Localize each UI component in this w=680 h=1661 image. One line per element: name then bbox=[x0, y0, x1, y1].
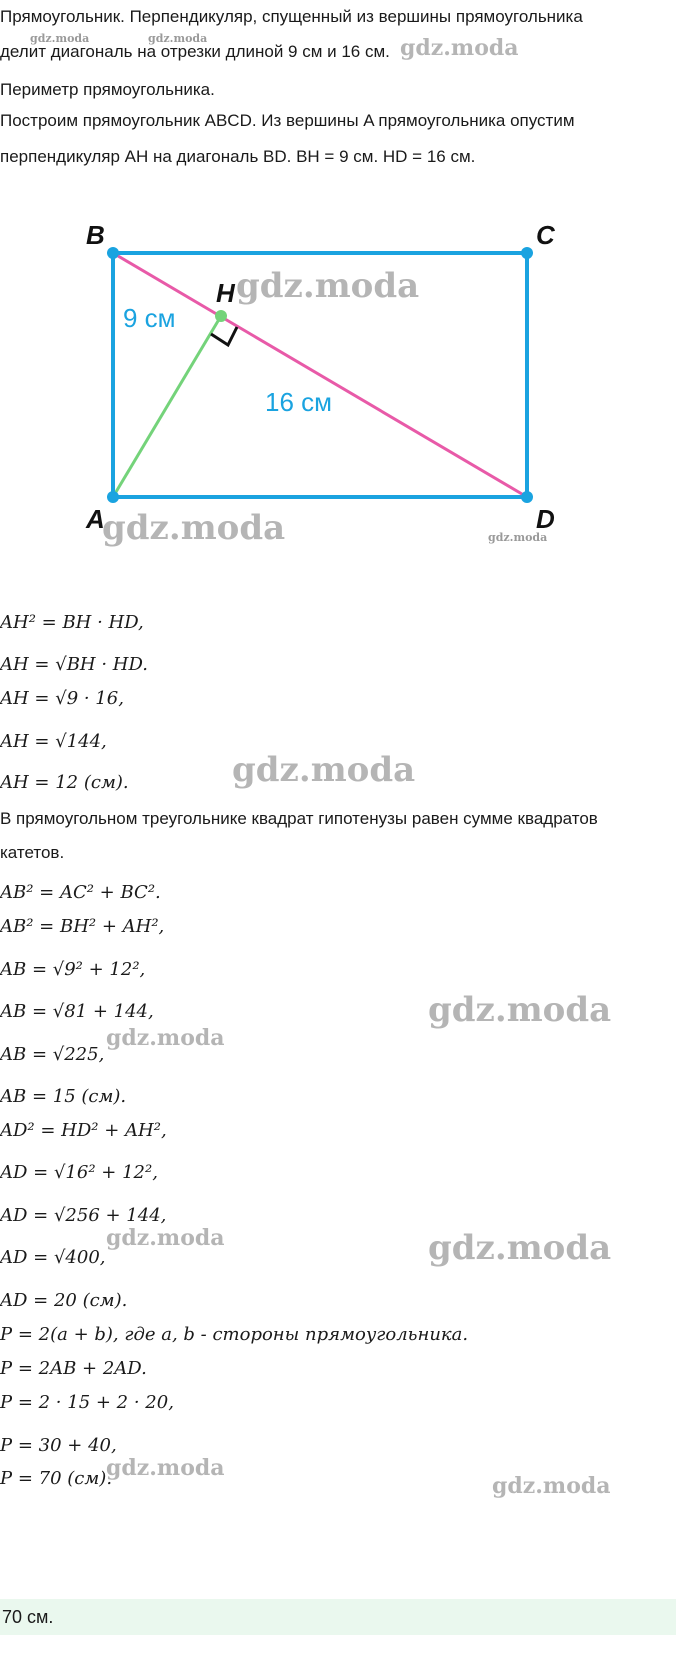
vertex-b-dot bbox=[107, 247, 119, 259]
step-2: AH = √BH · HD. bbox=[0, 654, 148, 675]
watermark: gdz.moda bbox=[492, 1473, 611, 1499]
label-bh-length: 9 см bbox=[123, 303, 176, 333]
problem-question: Периметр прямоугольника. bbox=[0, 80, 215, 99]
step-11: AB = 15 (см). bbox=[0, 1086, 127, 1107]
step-15: AD = √400, bbox=[0, 1247, 106, 1268]
step-4: AH = √144, bbox=[0, 731, 107, 752]
label-c: C bbox=[536, 220, 555, 250]
answer-box bbox=[0, 1599, 676, 1635]
label-hd-length: 16 см bbox=[265, 387, 333, 417]
step-6: AB² = AC² + BC². bbox=[0, 882, 161, 903]
watermark: gdz.moda bbox=[428, 1228, 612, 1268]
problem-text-line-1: Прямоугольник. Перпендикуляр, спущенный из вершины прямоугольника bbox=[0, 7, 583, 26]
problem-text-line-2: делит диагональ на отрезки длиной 9 см и 16 см. bbox=[0, 42, 390, 61]
watermark: gdz.moda bbox=[102, 508, 286, 548]
vertex-c-dot bbox=[521, 247, 533, 259]
step-17: P = 2(a + b), где a, b - стороны прямоугольника. bbox=[0, 1324, 469, 1345]
point-h-dot bbox=[215, 310, 227, 322]
perpendicular-ah bbox=[113, 316, 221, 497]
step-7: AB² = BH² + AH², bbox=[0, 916, 165, 937]
step-12: AD² = HD² + AH², bbox=[0, 1120, 167, 1141]
step-13: AD = √16² + 12², bbox=[0, 1162, 158, 1183]
step-1: AH² = BH · HD, bbox=[0, 612, 144, 633]
step-9: AB = √81 + 144, bbox=[0, 1001, 154, 1022]
label-d: D bbox=[536, 504, 555, 534]
vertex-a-dot bbox=[107, 491, 119, 503]
watermark: gdz.moda bbox=[428, 990, 612, 1030]
step-3: AH = √9 · 16, bbox=[0, 688, 124, 709]
step-16: AD = 20 (см). bbox=[0, 1290, 128, 1311]
watermark-small: gdz.moda bbox=[488, 531, 548, 544]
step-20: P = 30 + 40, bbox=[0, 1435, 117, 1456]
watermark: gdz.moda bbox=[106, 1225, 225, 1251]
vertex-d-dot bbox=[521, 491, 533, 503]
theorem-text-line-2: катетов. bbox=[0, 843, 65, 862]
right-angle-mark bbox=[211, 327, 237, 345]
label-h: H bbox=[216, 278, 235, 308]
step-8: AB = √9² + 12², bbox=[0, 959, 146, 980]
label-a: A bbox=[86, 504, 105, 534]
watermark-small: gdz.moda bbox=[30, 32, 90, 45]
step-14: AD = √256 + 144, bbox=[0, 1205, 167, 1226]
watermark: gdz.moda bbox=[400, 35, 519, 61]
step-18: P = 2AB + 2AD. bbox=[0, 1358, 147, 1379]
watermark-small: gdz.moda bbox=[148, 32, 208, 45]
theorem-text-line-1: В прямоугольном треугольнике квадрат гипотенузы равен сумме квадратов bbox=[0, 809, 598, 828]
watermark: gdz.moda bbox=[106, 1025, 225, 1051]
watermark: gdz.moda bbox=[236, 266, 420, 306]
watermark: gdz.moda bbox=[106, 1455, 225, 1481]
label-b: B bbox=[86, 220, 105, 250]
answer-text: 70 см. bbox=[2, 1607, 54, 1627]
step-19: P = 2 · 15 + 2 · 20, bbox=[0, 1392, 174, 1413]
watermark: gdz.moda bbox=[232, 750, 416, 790]
step-21: P = 70 (см). bbox=[0, 1468, 113, 1489]
step-5: AH = 12 (см). bbox=[0, 772, 129, 793]
solution-intro-line-2: перпендикуляр AH на диагональ BD. BH = 9 см. HD = 16 см. bbox=[0, 147, 476, 166]
step-10: AB = √225, bbox=[0, 1044, 105, 1065]
solution-intro-line-1: Построим прямоугольник ABCD. Из вершины A прямоугольника опустим bbox=[0, 111, 575, 130]
